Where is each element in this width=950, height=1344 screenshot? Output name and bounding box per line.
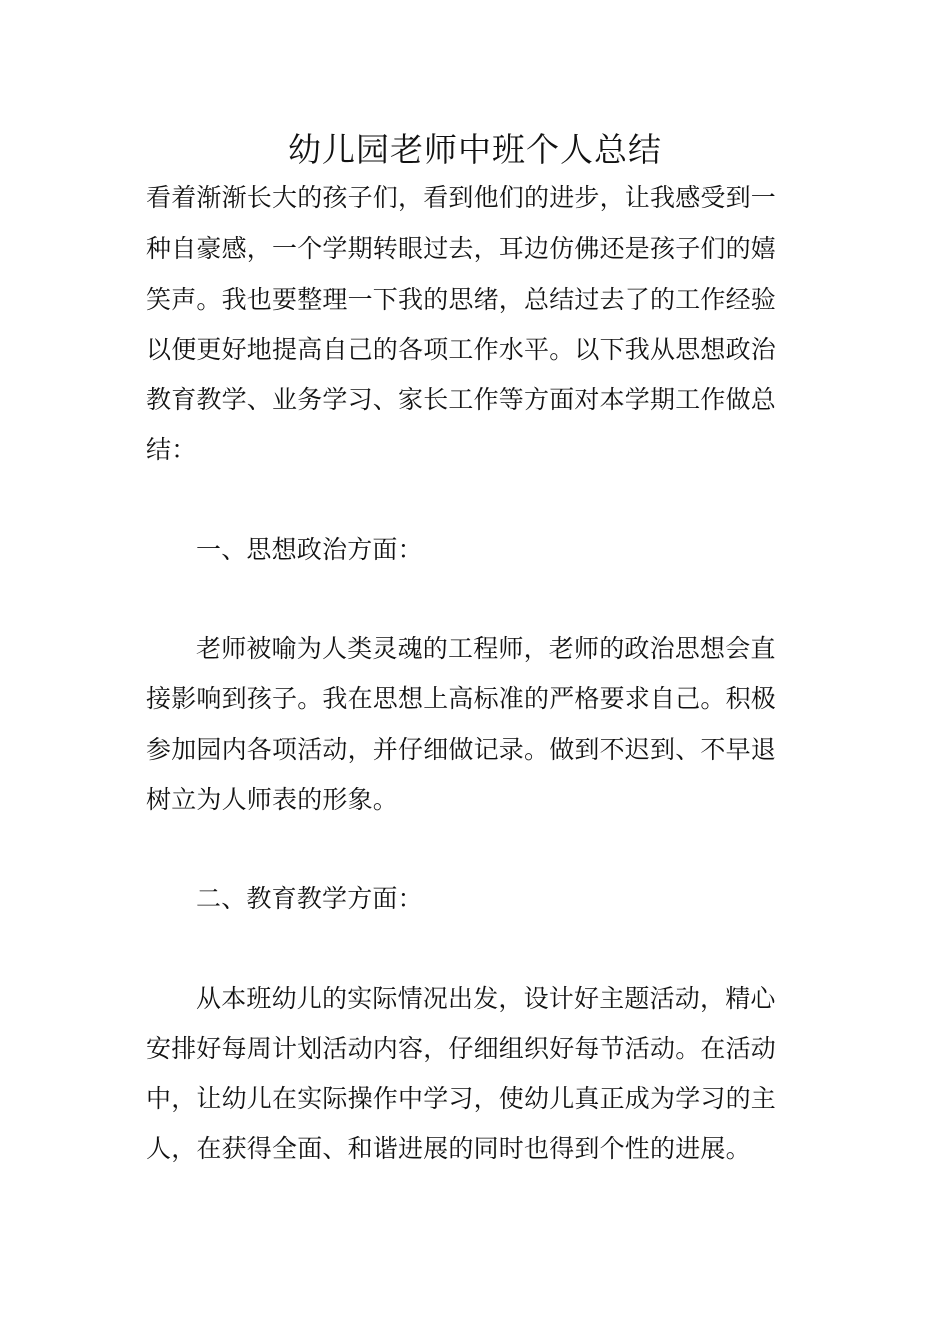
section2-line-4: 人，在获得全面、和谐进展的同时也得到个性的进展。: [146, 1134, 751, 1163]
intro-line-1: 看着渐渐长大的孩子们，看到他们的进步，让我感受到一: [146, 183, 777, 212]
section1-heading: 一、思想政治方面：: [196, 535, 423, 564]
section2-line-3: 中，让幼儿在实际操作中学习，使幼儿真正成为学习的主: [146, 1084, 777, 1113]
section1-line-3: 参加园内各项活动，并仔细做记录。做到不迟到、不早退: [146, 735, 777, 764]
section2-line-1: 从本班幼儿的实际情况出发，设计好主题活动，精心: [196, 984, 776, 1013]
section1-line-4: 树立为人师表的形象。: [146, 785, 399, 814]
document-title: 幼儿园老师中班个人总结: [288, 130, 662, 169]
section2-line-2: 安排好每周计划活动内容，仔细组织好每节活动。在活动: [146, 1034, 777, 1063]
intro-line-6: 结：: [146, 435, 197, 464]
section1-line-1: 老师被喻为人类灵魂的工程师，老师的政治思想会直: [196, 634, 776, 663]
section1-line-2: 接影响到孩子。我在思想上高标准的严格要求自己。积极: [146, 684, 777, 713]
intro-line-3: 笑声。我也要整理一下我的思绪，总结过去了的工作经验: [146, 285, 777, 314]
section2-heading: 二、教育教学方面：: [196, 884, 423, 913]
intro-line-4: 以便更好地提高自己的各项工作水平。以下我从思想政治: [146, 335, 777, 364]
intro-line-2: 种自豪感，一个学期转眼过去，耳边仿佛还是孩子们的嬉: [146, 234, 777, 263]
intro-line-5: 教育教学、业务学习、家长工作等方面对本学期工作做总: [146, 385, 777, 414]
